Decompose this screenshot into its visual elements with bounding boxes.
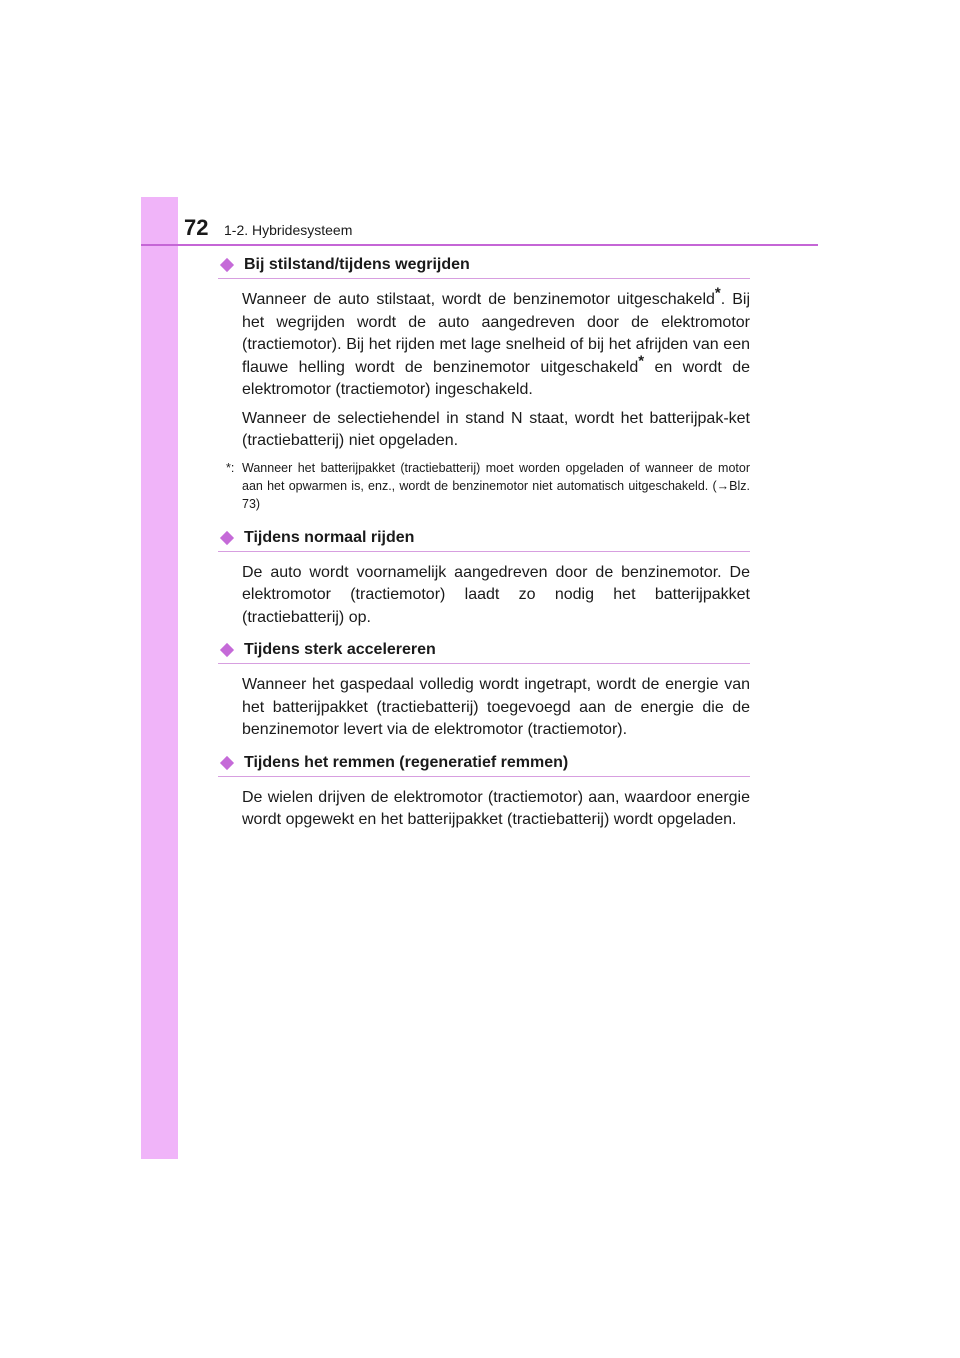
footnote-mark: *: — [226, 460, 235, 475]
paragraph — [242, 284, 751, 402]
section-heading — [218, 252, 750, 279]
page-number: 72 — [184, 215, 209, 240]
section-regenerative-braking — [218, 750, 750, 832]
section-hard-acceleration — [218, 637, 750, 742]
section-heading-text: Tijdens sterk accelereren — [244, 641, 436, 658]
section-normal-driving — [218, 525, 750, 630]
section-heading — [218, 525, 750, 552]
footnote — [226, 459, 750, 513]
paragraph-text: . Bij het wegrijden wordt de auto aangedreven door de elektromotor (tractiemotor). Bij het rijden met lage snelheid of bij het afrijden van een flauwe helling wordt de benzinemotor uitgeschakeld — [242, 291, 751, 376]
section-heading-text: Tijdens normaal rijden — [244, 528, 415, 546]
diamond-icon — [220, 755, 234, 769]
chapter-title: 1-2. Hybridesysteem — [224, 222, 353, 238]
side-tab-band — [141, 197, 178, 1159]
section-heading-text: Bij stilstand/tijdens wegrijden — [244, 256, 470, 273]
footnote-ref: * — [714, 284, 721, 302]
paragraph-text: en wordt de elektromotor (tractiemotor) ingeschakeld. — [242, 358, 750, 398]
paragraph-text: Wanneer de auto stilstaat, wordt de benzinemotor uitgeschakeld — [242, 291, 715, 308]
page-header — [178, 213, 818, 247]
paragraph: De wielen drijven de elektromotor (tractiemotor) aan, waardoor energie wordt opgewekt en het batterijpakket (tractiebatterij) wordt opgeladen. — [242, 788, 750, 828]
diamond-icon — [220, 643, 234, 657]
footnote-text: Wanneer het batterijpakket (tractiebatterij) moet worden opgeladen of wanneer de motor aan het opwarmen is, enz., wordt de benzinemotor niet automatisch uitgeschakeld. (→Blz. 73) — [242, 460, 750, 511]
section-heading — [218, 750, 750, 777]
section-standstill — [218, 252, 750, 513]
footnote-ref: * — [638, 352, 645, 370]
paragraph: Wanneer de selectiehendel in stand N staat, wordt het batterijpak-ket (tractiebatterij) niet opgeladen. — [242, 409, 750, 449]
paragraph: Wanneer het gaspedaal volledig wordt ingetrapt, wordt de energie van het batterijpakket (tractiebatterij) toegevoegd aan de energie die de benzinemotor levert via de elektromotor (tractiemotor). — [242, 676, 750, 738]
diamond-icon — [220, 258, 234, 272]
page-content — [218, 252, 750, 840]
header-rule — [141, 244, 818, 246]
section-heading-text: Tijdens het remmen (regeneratief remmen) — [244, 753, 569, 771]
section-heading — [218, 637, 750, 664]
diamond-icon — [220, 530, 234, 544]
paragraph: De auto wordt voornamelijk aangedreven door de benzinemotor. De elektromotor (tractiemotor) laadt zo nodig het batterijpakket (tractiebatterij) op. — [242, 563, 750, 626]
